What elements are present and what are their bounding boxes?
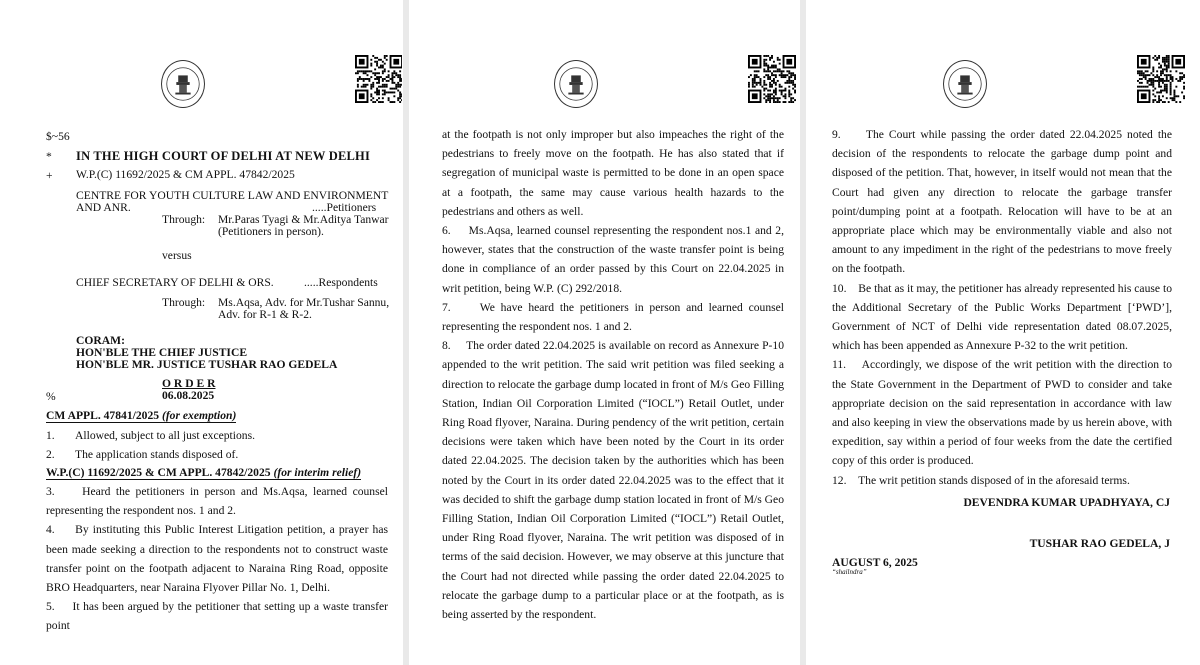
court-emblem-icon <box>943 60 987 108</box>
cm-appl-number: CM APPL. 47841/2025 <box>46 409 160 422</box>
respondent-counsel-line2: Adv. for R-1 & R-2. <box>218 308 312 321</box>
judge-2: HON'BLE MR. JUSTICE TUSHAR RAO GEDELA <box>76 358 338 371</box>
signature-justice: TUSHAR RAO GEDELA, J <box>1029 537 1170 550</box>
case-code: $~56 <box>46 130 70 143</box>
page1-body <box>46 482 388 636</box>
paragraph-11: 11. Accordingly, we dispose of the writ petition with the direction to the State Government in the Department of PWD to consider and take appropriate decision on the said representation in accordance with law and also keeping in view the observations made by us herein above, with expedition, say within a period of four weeks from the date the certified copy of this order is produced. <box>832 358 1172 468</box>
cm-para-2-text: The application stands disposed of. <box>75 448 239 461</box>
plus-marker: + <box>46 169 53 182</box>
page-2 <box>410 0 800 665</box>
page-1 <box>0 0 402 665</box>
paragraph-5-continued: at the footpath is not only improper but also impeaches the right of the pedestrians to freely move on the footpath. He has also stated that if segregation of municipal waste is permitted to be done in an open space at a footpath, the same may cause various health hazards to the pedestrians and others as well. <box>442 128 784 218</box>
signature-date: AUGUST 6, 2025 <box>832 556 918 569</box>
petitioner-name-line2: AND ANR. <box>76 201 131 214</box>
paragraph-4: 4. By instituting this Public Interest Litigation petition, a prayer has been made seeking a direction to the respondents not to construct waste transfer point on the footpath adjacent to Naraina Ring Road, opposite BRO Headquarters, near Naraina Flyover Pillar No. 1, Delhi. <box>46 523 388 595</box>
through-label-1: Through: <box>162 213 206 226</box>
case-number: W.P.(C) 11692/2025 & CM APPL. 47842/2025 <box>76 168 295 181</box>
paragraph-10: 10. Be that as it may, the petitioner has already represented his cause to the Additional Secretary of the Public Works Department [‘PWD’], Government of NCT of Delhi vide representation dated 08.07.2025, which has been appended as Annexure P-32 to the writ petition. <box>832 281 1172 353</box>
cm-para-1-text: Allowed, subject to all just exceptions. <box>75 429 255 442</box>
paragraph-3: 3. Heard the petitioners in person and Ms.Aqsa, learned counsel representing the respondent nos. 1 and 2. <box>46 485 388 518</box>
cm-para-1-number: 1. <box>46 429 55 442</box>
wp-heading <box>46 466 361 480</box>
paragraph-5: 5. It has been argued by the petitioner that setting up a waste transfer point <box>46 600 388 633</box>
respondents-label: .....Respondents <box>304 276 378 289</box>
coram-label: CORAM: <box>76 334 125 347</box>
order-date: 06.08.2025 <box>162 389 215 402</box>
page3-body <box>832 125 1172 490</box>
through-label-2: Through: <box>162 296 206 309</box>
page-divider-1 <box>403 0 409 665</box>
star-marker: * <box>46 150 52 163</box>
court-title: IN THE HIGH COURT OF DELHI AT NEW DELHI <box>76 149 371 163</box>
signature-chief-justice: DEVENDRA KUMAR UPADHYAYA, CJ <box>963 496 1170 509</box>
versus-label: versus <box>162 249 192 262</box>
order-heading: O R D E R <box>162 377 216 390</box>
paragraph-7: 7. We have heard the petitioners in person and learned counsel representing the respondent nos. 1 and 2. <box>442 300 784 334</box>
paragraph-8: 8. The order dated 22.04.2025 is available on record as Annexure P-10 appended to the writ petition. The said writ petition was filed seeking a direction to relocate the garbage dump located in front of M/s Geo Filling Station, Indian Oil Corporation Limited (“IOCL”) Retail Outlet, under Ring Road flyover, Naraina. During pendency of the writ petition, certain decisions were taken which have been noted by the Court in its order dated 22.04.2025. The decision taken by the authorities which has been noted by the Court in its order dated 22.04.2025 was to the effect that it was decided to shift the garbage dump station located in front of M/s Geo Filling Station, Indian Oil Corporation Limited (“IOCL”) Retail Outlet, under Ring Road flyover, Naraina. The writ petition was disposed of in terms of the said decision. However, we may observe at this juncture that the Court had not directed while passing the order dated 22.04.2025 to relocate the garbage dump to a particular place or at the footpath, as is being asserted by the respondent. <box>442 339 784 622</box>
wp-number: W.P.(C) 11692/2025 & CM APPL. 47842/2025 <box>46 466 271 479</box>
page-3 <box>806 0 1200 665</box>
petitioners-label: .....Petitioners <box>312 201 377 214</box>
paragraph-9: 9. The Court while passing the order dated 22.04.2025 noted the decision of the respondents to relocate the garbage dump point and disposed of the petition. That, however, in itself would not mean that the Court had given any direction to relocate the garbage transfer point/dumping point at a footpath. Relocation will have to be at an appropriate place which may be environmentally viable and also not amount to any impediment in the right of the pedestrians to move freely on the footpath. <box>832 128 1172 276</box>
petitioner-counsel-line1: Mr.Paras Tyagi & Mr.Aditya Tanwar <box>218 213 389 226</box>
cm-appl-heading <box>46 409 236 423</box>
respondent-counsel-line1: Ms.Aqsa, Adv. for Mr.Tushar Sannu, <box>218 296 390 309</box>
cm-appl-purpose: (for exemption) <box>161 409 237 422</box>
respondent-name: CHIEF SECRETARY OF DELHI & ORS. <box>76 276 274 289</box>
page2-body <box>442 125 784 624</box>
court-emblem-icon <box>161 60 205 108</box>
qr-code-icon <box>355 55 402 103</box>
cm-para-2-number: 2. <box>46 448 55 461</box>
paragraph-12: 12. The writ petition stands disposed of in the aforesaid terms. <box>832 473 1130 487</box>
petitioner-counsel-line2: (Petitioners in person). <box>218 225 324 238</box>
court-emblem-icon <box>554 60 598 108</box>
petitioner-name-line1: CENTRE FOR YOUTH CULTURE LAW AND ENVIRONMENT <box>76 189 389 202</box>
paragraph-6: 6. Ms.Aqsa, learned counsel representing the respondent nos.1 and 2, however, states that the construction of the waste transfer point is being done in compliance of an order passed by this Court on 22.04.2025 in writ petition, being W.P. (C) 292/2018. <box>442 224 784 295</box>
judge-1: HON'BLE THE CHIEF JUSTICE <box>76 346 248 359</box>
qr-code-icon <box>748 55 796 103</box>
wp-purpose: (for interim relief) <box>273 466 362 479</box>
percent-marker: % <box>46 390 56 403</box>
qr-code-icon <box>1137 55 1185 103</box>
typist-initials: “shailndra” <box>832 568 867 576</box>
